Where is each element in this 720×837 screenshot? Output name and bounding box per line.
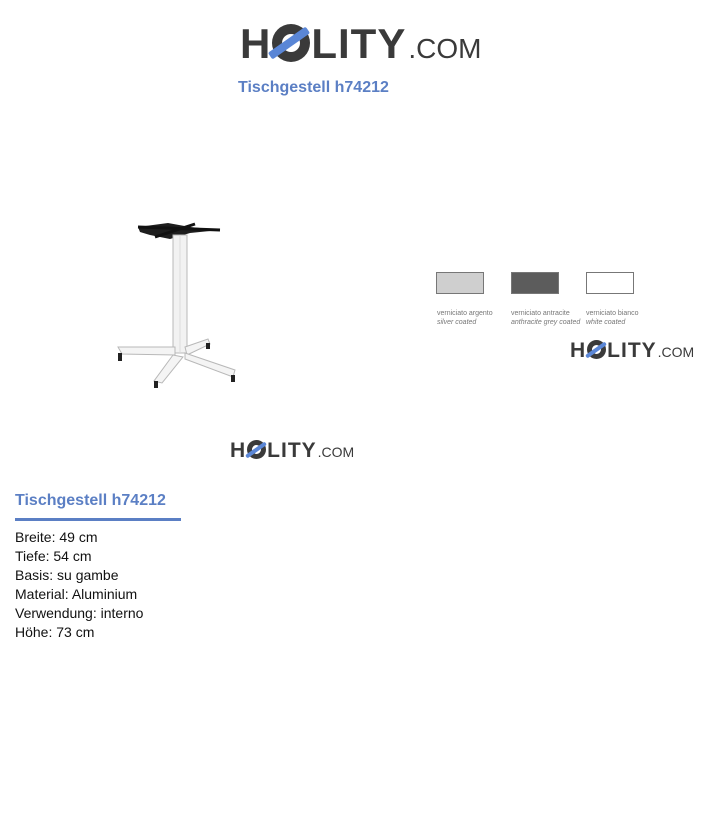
spec-list	[15, 528, 143, 642]
spec-height: Höhe: 73 cm	[15, 624, 95, 640]
spec-usage: Verwendung: interno	[15, 605, 144, 621]
swatch-watermark-logo	[570, 338, 694, 361]
page-title: Tischgestell h74212	[238, 79, 389, 96]
details-title: Tischgestell h74212	[15, 492, 166, 509]
spec-material: Material: Aluminium	[15, 586, 138, 602]
foot-left	[118, 347, 175, 355]
logo-letters-lity: LITY	[267, 439, 317, 462]
swatch-silver	[436, 272, 484, 294]
logo-tld: .COM	[408, 33, 482, 64]
foot-front-right	[185, 353, 235, 377]
product-image	[100, 215, 260, 395]
swatch-caption-anthracite: verniciato antracite anthracite grey coated	[511, 310, 581, 326]
logo-o-icon	[587, 340, 606, 359]
logo-letters-lity: LITY	[607, 339, 657, 362]
foot-front	[154, 355, 183, 383]
logo-letter-h: H	[570, 339, 587, 362]
site-logo[interactable]	[240, 20, 481, 65]
spec-width: Breite: 49 cm	[15, 529, 98, 545]
spec-base: Basis: su gambe	[15, 567, 119, 583]
swatch-caption-silver: verniciato argento silver coated	[437, 310, 493, 326]
swatch-caption-white: verniciato bianco white coated	[586, 310, 639, 326]
logo-letters-lity: LITY	[311, 20, 407, 67]
logo-letter-h: H	[230, 439, 247, 462]
logo-tld: .COM	[657, 344, 695, 360]
logo-o-icon	[272, 24, 310, 62]
logo-letter-h: H	[240, 20, 272, 67]
image-watermark-logo	[230, 438, 354, 461]
details-divider	[15, 518, 181, 521]
swatch-anthracite	[511, 272, 559, 294]
spec-depth: Tiefe: 54 cm	[15, 548, 92, 564]
logo-tld: .COM	[317, 444, 355, 460]
swatch-white	[586, 272, 634, 294]
logo-o-icon	[247, 440, 266, 459]
